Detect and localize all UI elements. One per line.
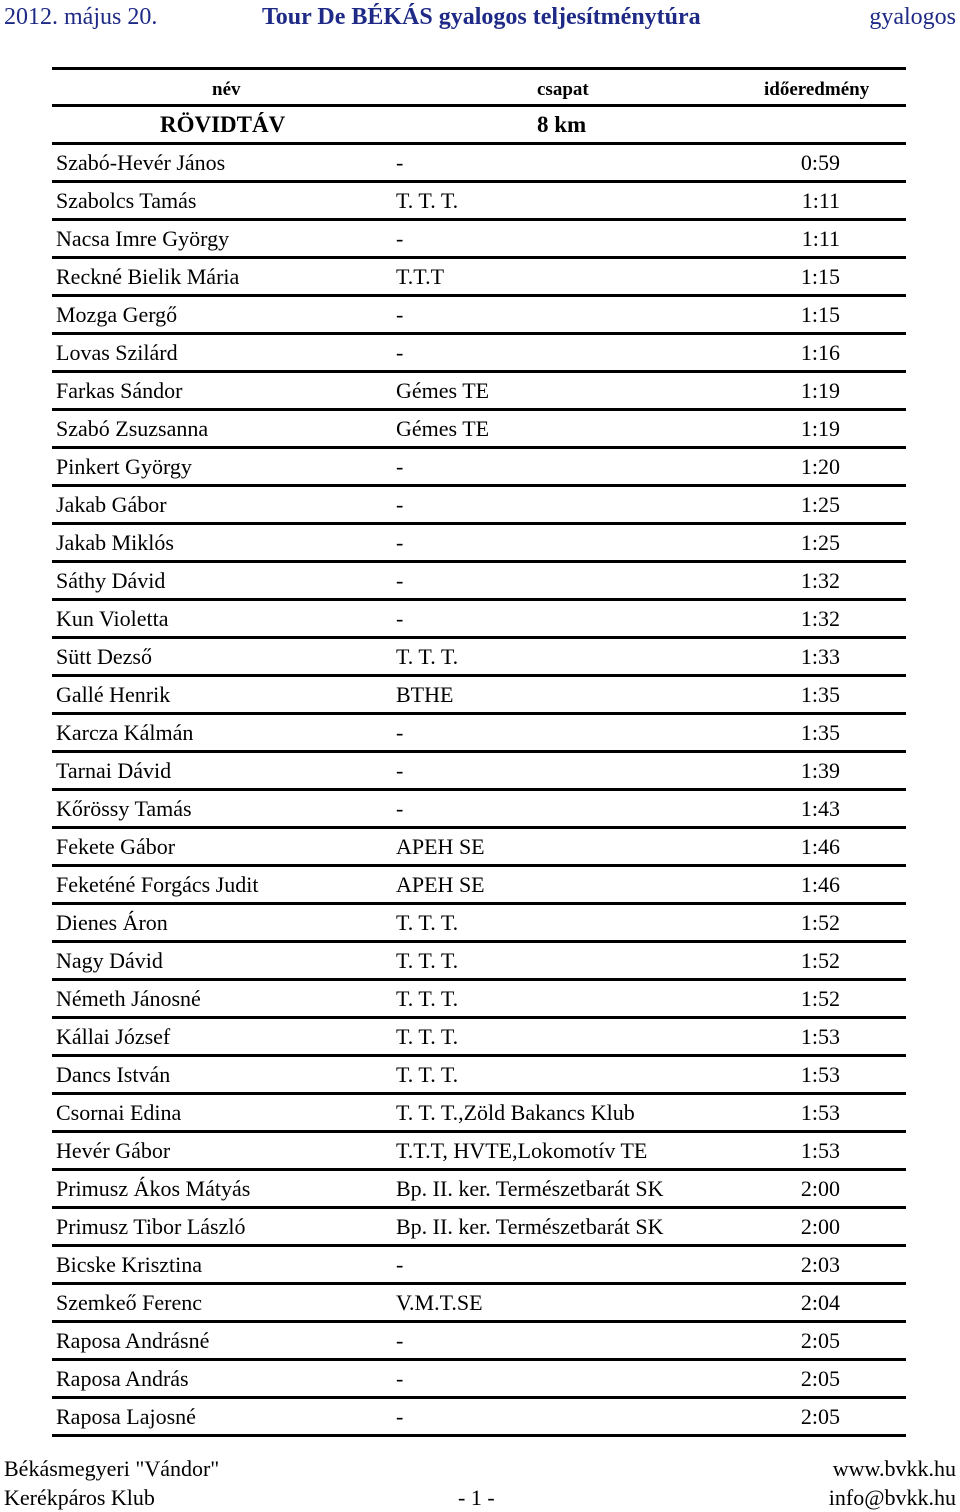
result-team: - [396, 1252, 404, 1277]
result-team: T. T. T. [396, 188, 459, 213]
header-category: gyalogos [869, 4, 956, 30]
result-time: 1:46 [800, 872, 840, 897]
result-time: 1:33 [800, 644, 840, 669]
result-name: Kun Violetta [56, 606, 169, 631]
result-team: - [396, 796, 404, 821]
table-row [52, 753, 906, 791]
section-name: RÖVIDTÁV [160, 112, 286, 137]
result-team: Gémes TE [396, 416, 490, 441]
result-name: Pinkert György [56, 454, 192, 479]
result-time: 1:25 [800, 530, 840, 555]
result-time: 1:43 [800, 796, 840, 821]
result-team: T. T. T. [396, 910, 459, 935]
result-team: T. T. T. [396, 986, 459, 1011]
table-row [52, 1209, 906, 1247]
table-row [52, 1057, 906, 1095]
result-time: 1:35 [800, 682, 840, 707]
result-team: - [396, 1366, 404, 1391]
result-team: - [396, 226, 404, 251]
result-name: Raposa András [56, 1366, 189, 1391]
table-row [52, 829, 906, 867]
result-time: 1:19 [800, 378, 840, 403]
table-row [52, 943, 906, 981]
result-name: Raposa Andrásné [56, 1328, 210, 1353]
result-name: Szabolcs Tamás [56, 188, 197, 213]
result-time: 1:53 [800, 1024, 840, 1049]
result-time: 1:52 [800, 948, 840, 973]
result-time: 1:53 [800, 1138, 840, 1163]
result-name: Szabó Zsuzsanna [56, 416, 209, 441]
result-name: Kőrössy Tamás [56, 796, 192, 821]
result-team: - [396, 492, 404, 517]
table-row [52, 1399, 906, 1437]
result-team: Bp. II. ker. Természetbarát SK [396, 1214, 664, 1239]
result-name: Gallé Henrik [56, 682, 171, 707]
result-time: 1:39 [800, 758, 840, 783]
result-name: Reckné Bielik Mária [56, 264, 240, 289]
result-team: T.T.T, HVTE,Lokomotív TE [396, 1138, 648, 1163]
result-time: 1:52 [800, 910, 840, 935]
result-name: Karcza Kálmán [56, 720, 194, 745]
result-team: T. T. T. [396, 1024, 459, 1049]
results-table [52, 67, 906, 1437]
table-row [52, 677, 906, 715]
result-time: 1:20 [800, 454, 840, 479]
table-row [52, 373, 906, 411]
section-row [52, 107, 906, 145]
result-time: 2:05 [800, 1328, 840, 1353]
table-row [52, 487, 906, 525]
result-time: 1:15 [800, 302, 840, 327]
table-row [52, 1285, 906, 1323]
result-time: 1:46 [800, 834, 840, 859]
result-team: - [396, 720, 404, 745]
footer-org-line2: Kerékpáros Klub [4, 1485, 155, 1510]
result-team: - [396, 302, 404, 327]
result-time: 1:52 [800, 986, 840, 1011]
page-title: Tour De BÉKÁS gyalogos teljesítménytúra [262, 4, 701, 30]
result-time: 2:03 [800, 1252, 840, 1277]
table-row [52, 297, 906, 335]
table-row [52, 563, 906, 601]
result-team: APEH SE [396, 872, 485, 897]
result-team: BTHE [396, 682, 454, 707]
result-time: 1:35 [800, 720, 840, 745]
result-name: Hevér Gábor [56, 1138, 171, 1163]
result-name: Primusz Tibor László [56, 1214, 246, 1239]
result-name: Sütt Dezső [56, 644, 152, 669]
table-row [52, 867, 906, 905]
result-team: T. T. T.,Zöld Bakancs Klub [396, 1100, 635, 1125]
result-name: Kállai József [56, 1024, 171, 1049]
result-name: Dienes Áron [56, 910, 168, 935]
result-name: Nagy Dávid [56, 948, 163, 973]
result-name: Csornai Edina [56, 1100, 182, 1125]
result-name: Dancs István [56, 1062, 171, 1087]
result-time: 1:11 [801, 188, 840, 213]
result-name: Nacsa Imre György [56, 226, 230, 251]
table-row [52, 791, 906, 829]
result-name: Farkas Sándor [56, 378, 183, 403]
result-team: - [396, 1404, 404, 1429]
result-rows [52, 145, 906, 1437]
table-row [52, 1095, 906, 1133]
result-name: Lovas Szilárd [56, 340, 178, 365]
table-row [52, 411, 906, 449]
result-time: 1:53 [800, 1100, 840, 1125]
column-header-time: időeredmény [764, 79, 870, 100]
result-time: 1:32 [800, 606, 840, 631]
footer-email: info@bvkk.hu [828, 1485, 956, 1510]
result-time: 1:32 [800, 568, 840, 593]
result-time: 1:11 [801, 226, 840, 251]
result-name: Jakab Miklós [56, 530, 174, 555]
result-time: 2:05 [800, 1404, 840, 1429]
result-team: - [396, 568, 404, 593]
result-team: T. T. T. [396, 948, 459, 973]
table-row [52, 183, 906, 221]
result-team: V.M.T.SE [396, 1290, 483, 1315]
table-row [52, 525, 906, 563]
result-team: - [396, 530, 404, 555]
result-name: Szemkeő Ferenc [56, 1290, 202, 1315]
table-row [52, 259, 906, 297]
table-row [52, 1247, 906, 1285]
result-time: 2:05 [800, 1366, 840, 1391]
result-team: T. T. T. [396, 1062, 459, 1087]
result-time: 2:00 [800, 1176, 840, 1201]
result-time: 1:19 [800, 416, 840, 441]
result-team: APEH SE [396, 834, 485, 859]
column-header-team: csapat [537, 79, 589, 100]
result-time: 2:00 [800, 1214, 840, 1239]
result-time: 1:25 [800, 492, 840, 517]
result-time: 1:16 [800, 340, 840, 365]
result-name: Sáthy Dávid [56, 568, 166, 593]
result-team: - [396, 758, 404, 783]
table-row [52, 449, 906, 487]
result-team: - [396, 150, 404, 175]
result-name: Raposa Lajosné [56, 1404, 196, 1429]
result-time: 1:15 [800, 264, 840, 289]
table-row [52, 1019, 906, 1057]
header-date: 2012. május 20. [4, 4, 158, 30]
column-header-row [52, 67, 906, 107]
table-row [52, 981, 906, 1019]
result-name: Fekete Gábor [56, 834, 176, 859]
result-name: Jakab Gábor [56, 492, 167, 517]
table-row [52, 715, 906, 753]
result-name: Szabó-Hevér János [56, 150, 226, 175]
table-row [52, 1133, 906, 1171]
table-row [52, 905, 906, 943]
result-team: - [396, 454, 404, 479]
result-team: - [396, 1328, 404, 1353]
result-time: 2:04 [800, 1290, 840, 1315]
result-name: Tarnai Dávid [56, 758, 172, 783]
table-row [52, 1361, 906, 1399]
table-row [52, 145, 906, 183]
table-row [52, 601, 906, 639]
table-row [52, 1323, 906, 1361]
result-name: Primusz Ákos Mátyás [56, 1176, 251, 1201]
result-team: Bp. II. ker. Természetbarát SK [396, 1176, 664, 1201]
result-team: Gémes TE [396, 378, 490, 403]
result-team: - [396, 340, 404, 365]
result-name: Németh Jánosné [56, 986, 201, 1011]
table-row [52, 1171, 906, 1209]
table-row [52, 639, 906, 677]
result-time: 1:53 [800, 1062, 840, 1087]
section-distance: 8 km [537, 112, 587, 137]
table-row [52, 221, 906, 259]
result-team: - [396, 606, 404, 631]
result-name: Feketéné Forgács Judit [56, 872, 259, 897]
footer-website: www.bvkk.hu [832, 1456, 956, 1481]
result-team: T.T.T [396, 264, 445, 289]
result-team: T. T. T. [396, 644, 459, 669]
footer-org-line1: Békásmegyeri "Vándor" [4, 1456, 220, 1481]
page-number: - 1 - [458, 1485, 495, 1510]
result-name: Bicske Krisztina [56, 1252, 203, 1277]
table-row [52, 335, 906, 373]
result-time: 0:59 [800, 150, 840, 175]
result-name: Mozga Gergő [56, 302, 178, 327]
column-header-name: név [212, 79, 241, 100]
